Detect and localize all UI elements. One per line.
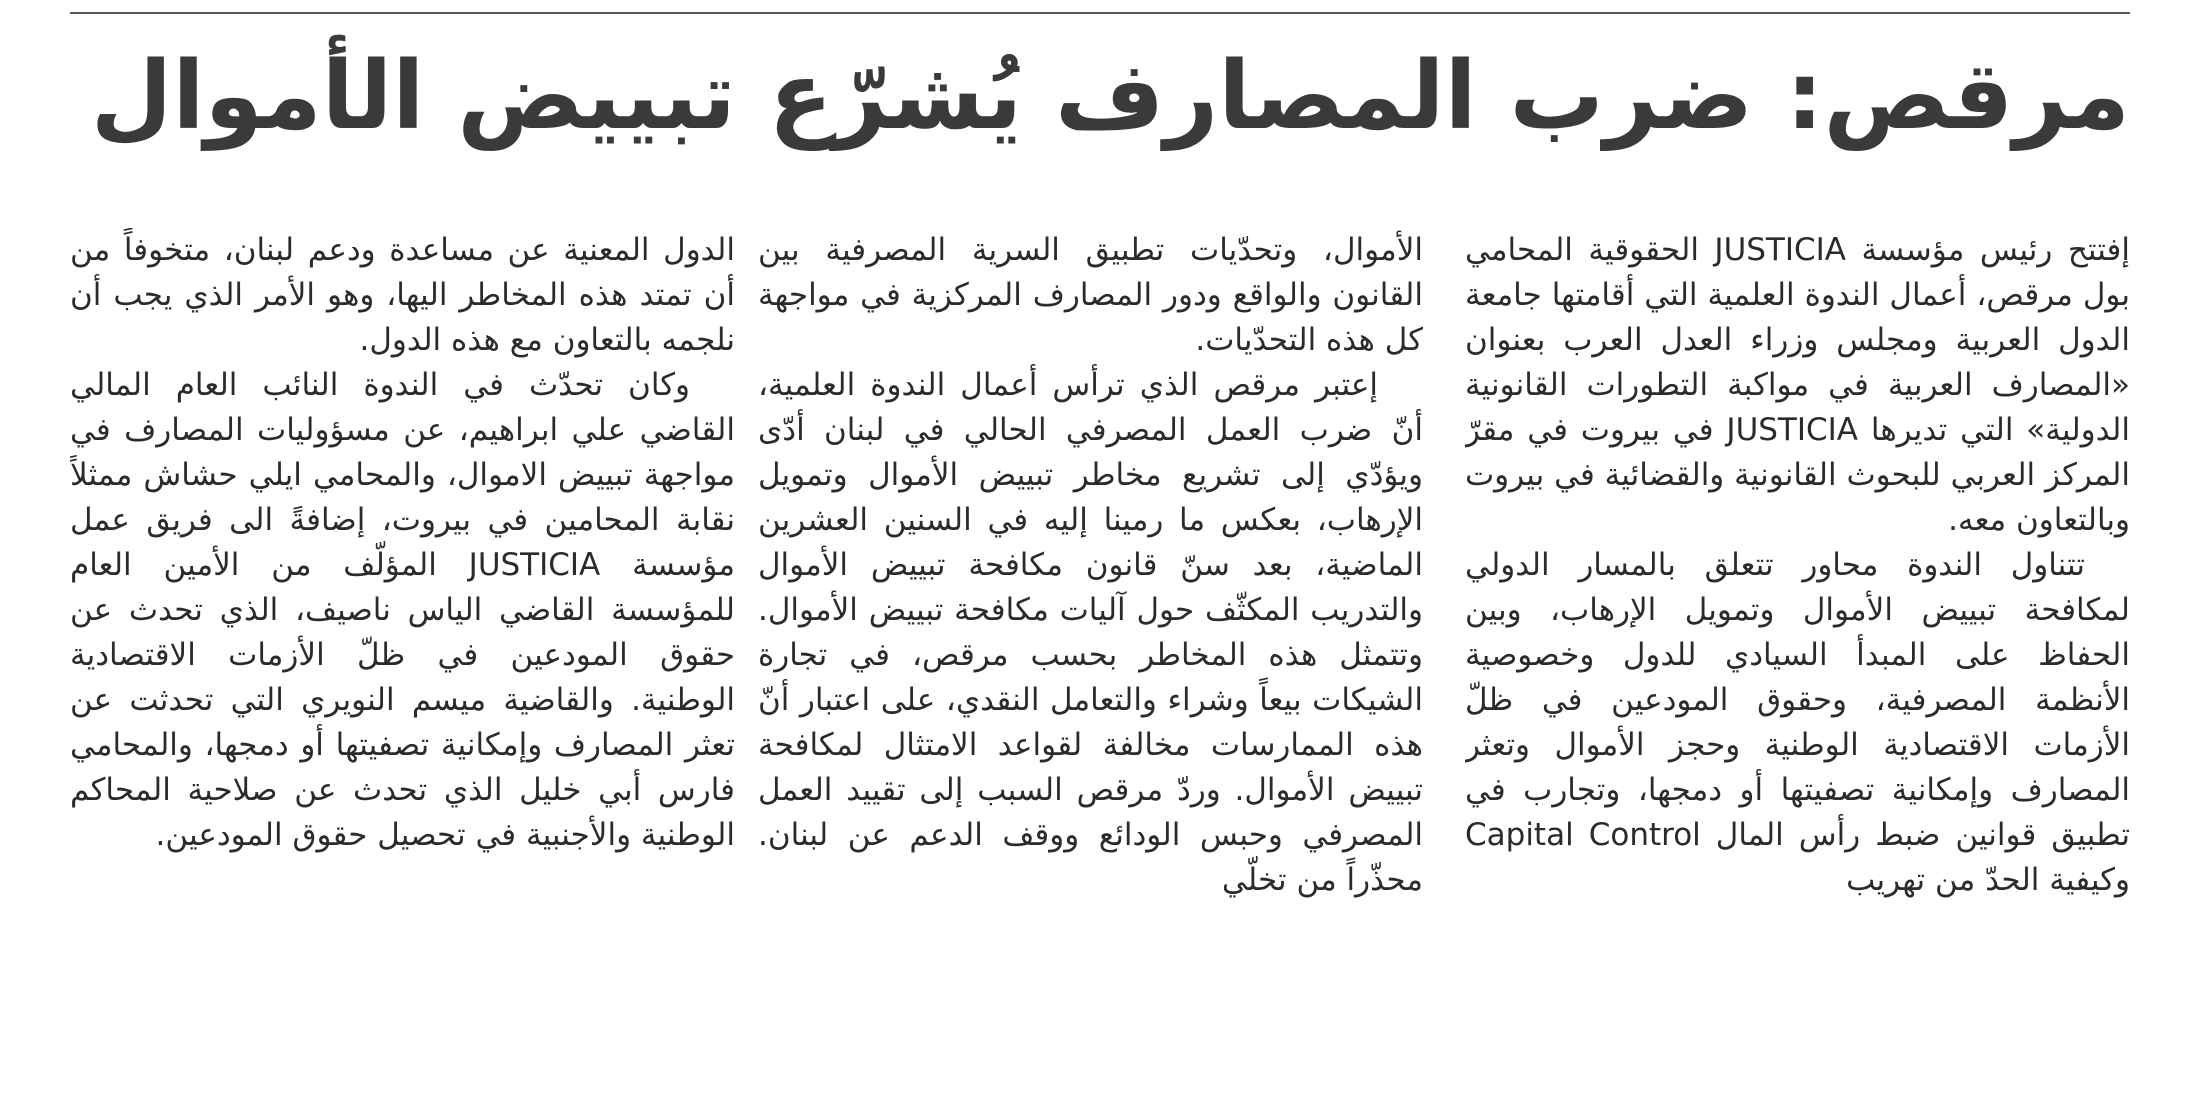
column-3: [70, 228, 735, 1068]
paragraph: إفتتح رئيس مؤسسة JUSTICIA الحقوقية المحامي بول مرقص، أعمال الندوة العلمية التي أقامتها جامعة الدول العربية ومجلس وزراء العدل العرب بعنوان «المصارف العربية في مواكبة التطورات القانونية الدولية» التي تديرها JUSTICIA في بيروت في مقرّ المركز العربي للبحوث القانونية والقضائية في بيروت وبالتعاون معه.: [1465, 232, 2130, 538]
paragraph: إعتبر مرقص الذي ترأس أعمال الندوة العلمية، أنّ ضرب العمل المصرفي الحالي في لبنان أدّى ويؤدّي إلى تشريع مخاطر تبييض الأموال وتمويل الإرهاب، بعكس ما رمينا إليه في السنين العشرين الماضية، بعد سنّ قانون مكافحة تبييض الأموال والتدريب المكثّف حول آليات مكافحة تبييض الأموال. وتتمثل هذه المخاطر بحسب مرقص، في تجارة الشيكات بيعاً وشراء والتعامل النقدي، على اعتبار أنّ هذه الممارسات مخالفة لقواعد الامتثال لمكافحة تبييض الأموال. وردّ مرقص السبب إلى تقييد العمل المصرفي وحبس الودائع ووقف الدعم عن لبنان. محذّراً من تخلّي: [758, 367, 1423, 898]
column-2: [758, 228, 1423, 1068]
column-1: [1465, 228, 2130, 1068]
paragraph: الأموال، وتحدّيات تطبيق السرية المصرفية بين القانون والواقع ودور المصارف المركزية في مواجهة كل هذه التحدّيات.: [758, 232, 1423, 358]
article-body: [70, 228, 2130, 1068]
headline: مرقص: ضرب المصارف يُشرّع تبييض الأموال: [90, 42, 2130, 151]
paragraph: تتناول الندوة محاور تتعلق بالمسار الدولي لمكافحة تبييض الأموال وتمويل الإرهاب، وبين الحفاظ على المبدأ السيادي للدول وخصوصية الأنظمة المصرفية، وحقوق المودعين في ظلّ الأزمات الاقتصادية الوطنية وحجز الأموال وتعثر المصارف وإمكانية تصفيتها أو دمجها، وتجارب في تطبيق قوانين ضبط رأس المال Capital Control وكيفية الحدّ من تهريب: [1465, 547, 2130, 898]
paragraph: الدول المعنية عن مساعدة ودعم لبنان، متخوفاً من أن تمتد هذه المخاطر اليها، وهو الأمر الذي يجب أن نلجمه بالتعاون مع هذه الدول.: [70, 232, 735, 358]
top-rule: [70, 12, 2130, 14]
paragraph: وكان تحدّث في الندوة النائب العام المالي القاضي علي ابراهيم، عن مسؤوليات المصارف في مواجهة تبييض الاموال، والمحامي ايلي حشاش ممثلاً نقابة المحامين في بيروت، إضافةً الى فريق عمل مؤسسة JUSTICIA المؤلّف من الأمين العام للمؤسسة القاضي الياس ناصيف، الذي تحدث عن حقوق المودعين في ظلّ الأزمات الاقتصادية الوطنية. والقاضية ميسم النويري التي تحدثت عن تعثر المصارف وإمكانية تصفيتها أو دمجها، والمحامي فارس أبي خليل الذي تحدث عن صلاحية المحاكم الوطنية والأجنبية في تحصيل حقوق المودعين.: [70, 367, 735, 853]
